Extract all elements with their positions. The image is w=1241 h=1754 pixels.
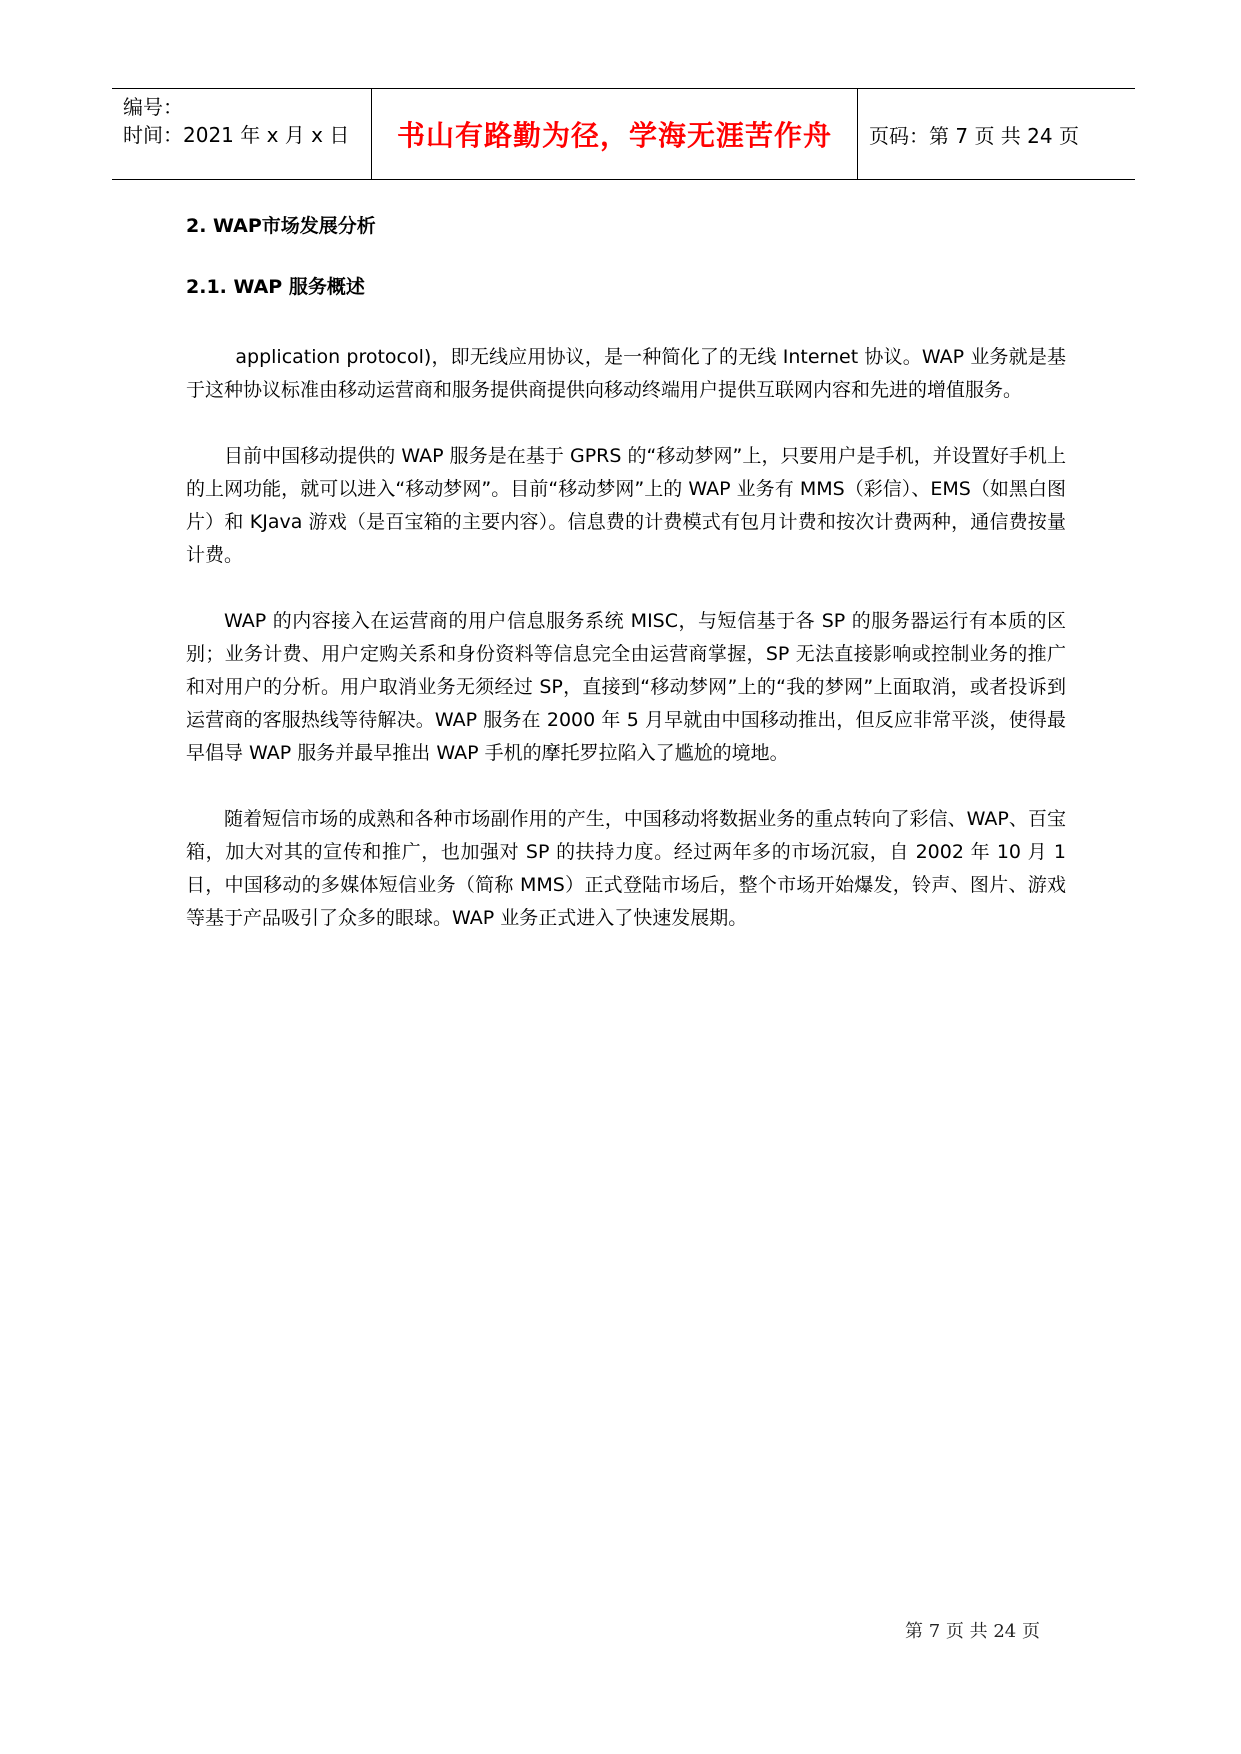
paragraph-market-growth: 随着短信市场的成熟和各种市场副作用的产生，中国移动将数据业务的重点转向了彩信、WAP、百宝箱，加大对其的宣传和推广，也加强对 SP 的扶持力度。经过两年多的市场沉寂，自 2002 年 10 月 1 日，中国移动的多媒体短信业务（简称 MMS）正式登陆市场后，整个市场开始爆发，铃声、图片、游戏等基于产品吸引了众多的眼球。WAP 业务正式进入了快速发展期。 [186,808,1066,929]
paragraph-wap-definition: application protocol)，即无线应用协议，是一种简化了的无线 Internet 协议。WAP 业务就是基于这种协议标准由移动运营商和服务提供商提供向移动终端用户提供互联网内容和先进的增值服务。 [186,346,1066,401]
page-footer: 第 7 页 共 24 页 [905,1621,1040,1642]
header-motto-cell [372,89,858,179]
header-page-cell [858,89,1135,179]
document-time-label: 时间：2021 年 x 月 x 日 [123,123,350,147]
section-title: 2. WAP市场发展分析 [186,215,376,237]
subsection-title: 2.1. WAP 服务概述 [186,276,365,298]
header-motto: 书山有路勤为径，学海无涯苦作舟 [396,119,832,152]
document-number-label: 编号： [123,95,183,119]
document-body [186,212,1066,968]
header-meta-cell [112,89,372,179]
header-page-info: 页码：第 7 页 共 24 页 [869,123,1079,148]
paragraph-wap-access: WAP 的内容接入在运营商的用户信息服务系统 MISC，与短信基于各 SP 的服务器运行有本质的区别；业务计费、用户定购关系和身份资料等信息完全由运营商掌握，SP 无法直接影响或控制业务的推广和对用户的分析。用户取消业务无须经过 SP，直接到“移动梦网”上的“我的梦网”上面取消，或者投诉到运营商的客服热线等待解决。WAP 服务在 2000 年 5 月早就由中国移动推出，但反应非常平淡，使得最早倡导 WAP 服务并最早推出 WAP 手机的摩托罗拉陷入了尴尬的境地。 [186,610,1066,764]
paragraph-china-mobile-wap: 目前中国移动提供的 WAP 服务是在基于 GPRS 的“移动梦网”上，只要用户是手机，并设置好手机上的上网功能，就可以进入“移动梦网”。目前“移动梦网”上的 WAP 业务有 MMS（彩信）、EMS（如黑白图片）和 KJava 游戏（是百宝箱的主要内容）。信息费的计费模式有包月计费和按次计费两种，通信费按量计费。 [186,445,1066,566]
page-header [112,88,1135,180]
